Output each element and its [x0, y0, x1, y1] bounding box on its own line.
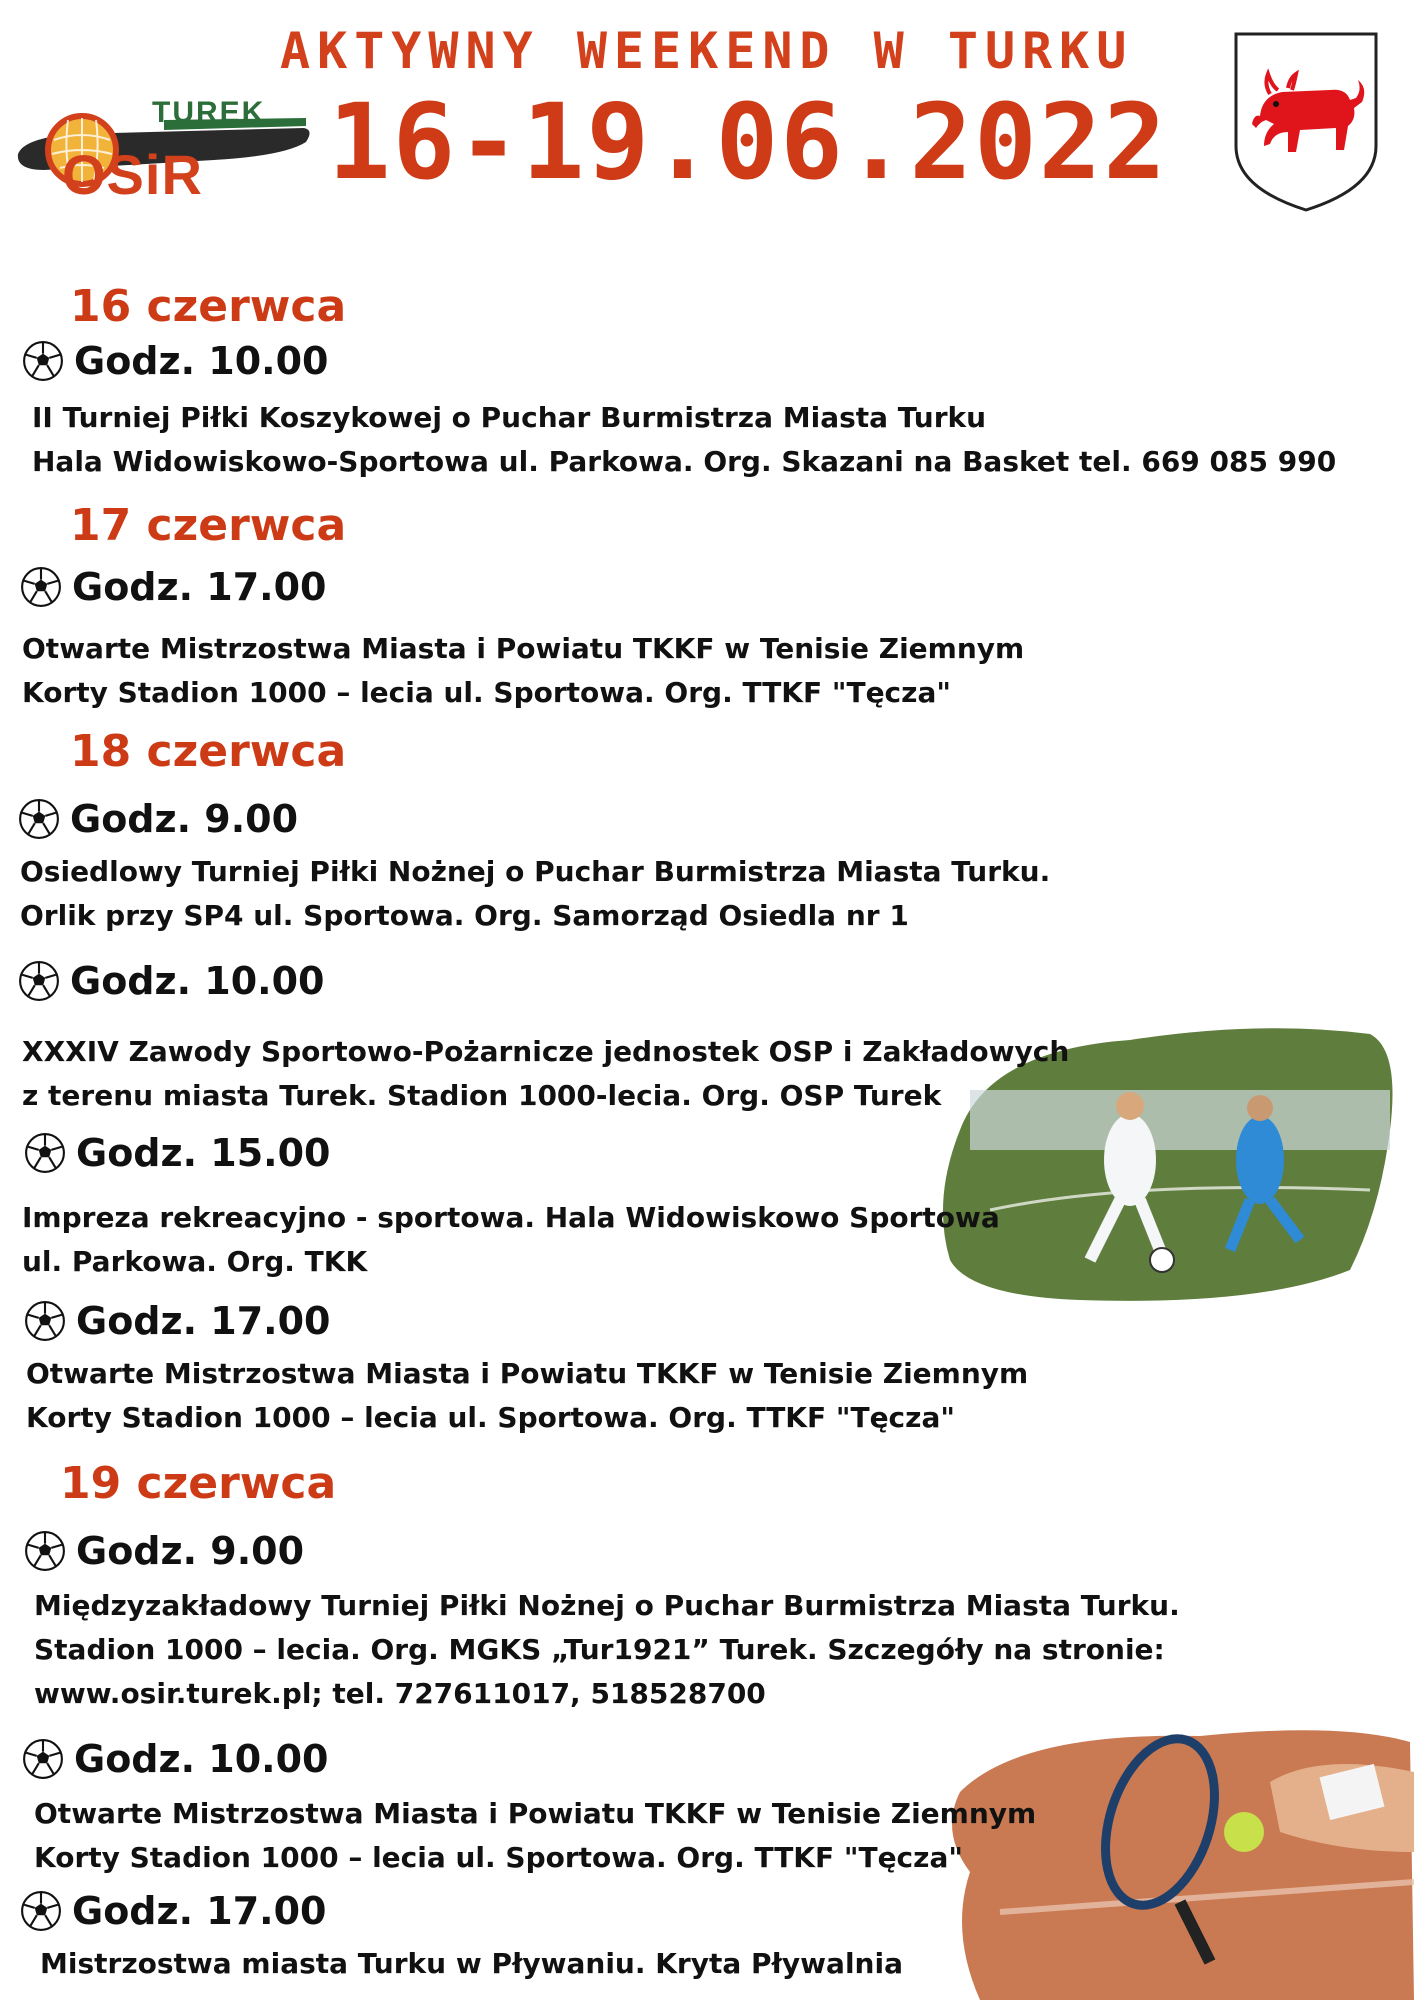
event-line: Impreza rekreacyjno - sportowa. Hala Widowiskowo Sportowa	[22, 1201, 1000, 1234]
event-description	[34, 1584, 1180, 1716]
day-heading-18: 18 czerwca	[70, 726, 347, 777]
soccer-ball-icon	[18, 960, 60, 1002]
event-line: Hala Widowiskowo-Sportowa ul. Parkowa. Org. Skazani na Basket tel. 669 085 990	[32, 445, 1337, 478]
soccer-ball-icon	[20, 1890, 62, 1932]
event-description	[22, 1030, 1069, 1118]
page-headline: AKTYWNY WEEKEND W TURKU	[280, 22, 1134, 80]
soccer-ball-icon	[24, 1300, 66, 1342]
event-line: Stadion 1000 – lecia. Org. MGKS „Tur1921” Turek. Szczegóły na stronie:	[34, 1633, 1165, 1666]
event-description	[40, 1942, 903, 1986]
event-line: Korty Stadion 1000 – lecia ul. Sportowa. Org. TTKF "Tęcza"	[26, 1401, 955, 1434]
event-time: Godz. 10.00	[74, 1737, 329, 1781]
soccer-ball-icon	[24, 1530, 66, 1572]
event-time-row	[24, 1132, 330, 1174]
event-description	[34, 1792, 1036, 1880]
event-line: II Turniej Piłki Koszykowej o Puchar Burmistrza Miasta Turku	[32, 401, 987, 434]
event-line: Korty Stadion 1000 – lecia ul. Sportowa. Org. TTKF "Tęcza"	[22, 676, 951, 709]
event-time: Godz. 17.00	[76, 1299, 331, 1343]
event-line: XXXIV Zawody Sportowo-Pożarnicze jednostek OSP i Zakładowych	[22, 1035, 1070, 1068]
event-time: Godz. 9.00	[76, 1529, 305, 1573]
event-time-row	[18, 960, 324, 1002]
event-time: Godz. 10.00	[74, 339, 329, 383]
event-line: Mistrzostwa miasta Turku w Pływaniu. Kryta Pływalnia	[40, 1947, 903, 1980]
event-time: Godz. 9.00	[70, 797, 299, 841]
soccer-ball-icon	[24, 1132, 66, 1174]
event-description	[22, 627, 1024, 715]
event-dates: 16-19.06.2022	[328, 81, 1168, 203]
event-time: Godz. 15.00	[76, 1131, 331, 1175]
logo-text-turek: TUREK	[152, 96, 266, 129]
logo-text-osir: OSiR	[62, 143, 203, 206]
event-line: Orlik przy SP4 ul. Sportowa. Org. Samorząd Osiedla nr 1	[20, 899, 909, 932]
event-description	[32, 396, 1336, 484]
event-line: www.osir.turek.pl; tel. 727611017, 518528700	[34, 1677, 766, 1710]
event-line: Otwarte Mistrzostwa Miasta i Powiatu TKKF w Tenisie Ziemnym	[26, 1357, 1029, 1390]
event-line: Osiedlowy Turniej Piłki Nożnej o Puchar Burmistrza Miasta Turku.	[20, 855, 1051, 888]
soccer-ball-icon	[20, 566, 62, 608]
event-line: Korty Stadion 1000 – lecia ul. Sportowa. Org. TTKF "Tęcza"	[34, 1841, 963, 1874]
event-line: ul. Parkowa. Org. TKK	[22, 1245, 368, 1278]
event-line: z terenu miasta Turek. Stadion 1000-lecia. Org. OSP Turek	[22, 1079, 942, 1112]
event-time-row	[20, 1890, 326, 1932]
event-time-row	[22, 1738, 328, 1780]
event-line: Otwarte Mistrzostwa Miasta i Powiatu TKKF w Tenisie Ziemnym	[22, 632, 1025, 665]
bull-crest-icon	[1230, 28, 1382, 216]
event-time: Godz. 10.00	[70, 959, 325, 1003]
day-heading-16: 16 czerwca	[70, 281, 347, 332]
soccer-ball-icon	[22, 1738, 64, 1780]
event-time: Godz. 17.00	[72, 1889, 327, 1933]
event-time-row	[22, 340, 328, 382]
soccer-ball-icon	[22, 340, 64, 382]
day-heading-19: 19 czerwca	[60, 1458, 337, 1509]
event-line: Otwarte Mistrzostwa Miasta i Powiatu TKKF w Tenisie Ziemnym	[34, 1797, 1037, 1830]
event-time-row	[24, 1300, 330, 1342]
event-time-row	[24, 1530, 304, 1572]
event-description	[26, 1352, 1028, 1440]
event-time: Godz. 17.00	[72, 565, 327, 609]
soccer-ball-icon	[18, 798, 60, 840]
event-description	[20, 850, 1050, 938]
event-description	[22, 1196, 1000, 1284]
event-time-row	[20, 566, 326, 608]
day-heading-17: 17 czerwca	[70, 500, 347, 551]
event-line: Międzyzakładowy Turniej Piłki Nożnej o Puchar Burmistrza Miasta Turku.	[34, 1589, 1180, 1622]
event-time-row	[18, 798, 298, 840]
